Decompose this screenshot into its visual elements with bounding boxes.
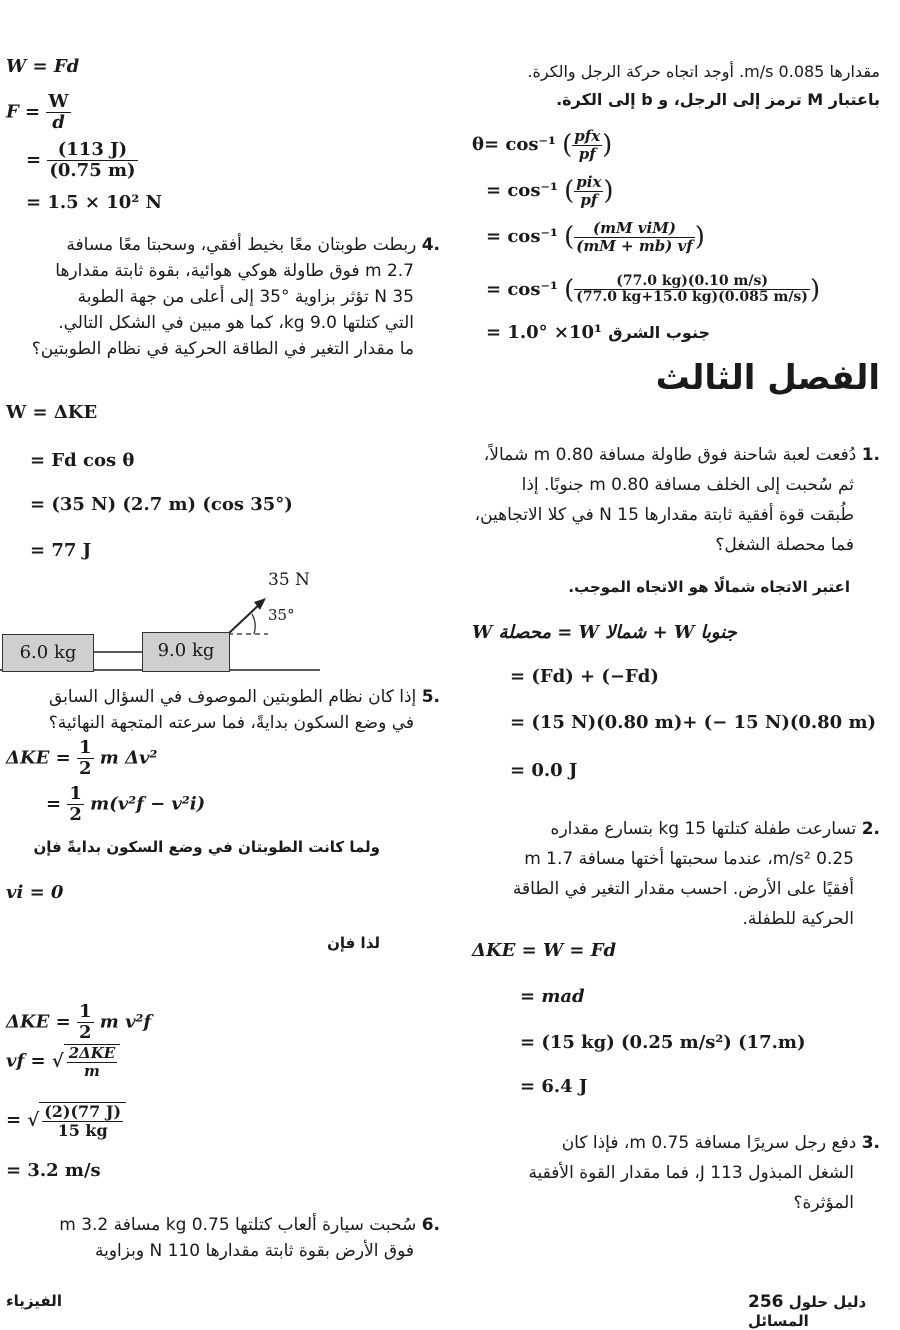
sqrt-den-2: 15 kg <box>42 1121 123 1140</box>
question-1-line: ثم سُحبت إلى الخلف مسافة 0.80 m جنوبًا. إذا <box>521 475 854 495</box>
block-6kg: 6.0 kg <box>2 634 94 672</box>
force-equation <box>6 92 71 133</box>
theta-eq-3: = cos⁻¹ ( $\frac{\text{(mM viM)}}{(mM + mb) vf}$ ) <box>486 219 705 255</box>
question-5-text: إذا كان نظام الطوبتين الموصوف في السؤال السابق <box>49 687 417 707</box>
question-3 <box>470 1128 880 1218</box>
force-result: = 1.5 × 10² N <box>26 192 162 213</box>
question-5 <box>0 684 440 736</box>
question-4-line: التي كتلتها 9.0 kg، كما هو مبين في الشكل التالي. <box>58 313 414 333</box>
q1-eq-4: = 0.0 J <box>510 760 578 781</box>
figure-angle-label: 35° <box>268 606 295 624</box>
q4-eq-2: = Fd cos θ <box>30 450 135 471</box>
footer-subject: الفيزياء <box>6 1292 62 1310</box>
q4-eq-1: W = ΔKE <box>6 402 98 423</box>
t1-den: pf <box>572 145 602 163</box>
question-6-text: سُحبت سيارة ألعاب كتلتها 0.75 kg مسافة 3.2 m <box>59 1215 417 1235</box>
question-5-line: في وضع السكون بدايةً، فما سرعته المتجهة النهائية؟ <box>48 713 414 733</box>
question-1-line <box>470 440 880 470</box>
question-3-line: الشغل المبذول 113 J، فما مقدار القوة الأفقية <box>528 1163 854 1183</box>
force-sub-numerator: (113 J) <box>57 139 128 160</box>
q5-note: ولما كانت الطوبتان في وضع السكون بدايةً فإن <box>33 838 380 856</box>
question-4-text: ربطت طوبتان معًا بخيط أفقي، وسحبتا معًا مسافة <box>66 235 417 255</box>
t1-num: pfx <box>574 127 601 145</box>
sqrt-frac-2 <box>42 1103 123 1139</box>
q1-eq-2: = (Fd) + (−Fd) <box>510 666 659 687</box>
sqrt-den-1: m <box>67 1062 118 1080</box>
q5-therefore: لذا فإن <box>327 934 380 952</box>
theta-frac-2 <box>574 174 603 208</box>
question-6 <box>0 1212 440 1264</box>
question-1-text: دُفعت لعبة شاحنة فوق طاولة مسافة 0.80 m شمالاً، <box>483 445 857 465</box>
q5-vi: vi = 0 <box>6 882 64 903</box>
footer-guide: دليل حلول المسائل <box>748 1293 867 1330</box>
question-4-line: 2.7 m فوق طاولة هوكي هوائية، بقوة ثابتة مقدارها <box>55 261 414 281</box>
question-5-line <box>0 684 440 710</box>
half-fraction <box>77 738 94 779</box>
question-6-number: .6 <box>421 1215 440 1235</box>
right-column <box>470 0 880 1314</box>
q5-eq-3 <box>6 1002 151 1043</box>
force-numerator: W <box>48 91 69 112</box>
q5-result: = 3.2 m/s <box>6 1160 101 1181</box>
sqrt-num-2: (2)(77 J) <box>44 1102 122 1121</box>
sqrt-1: √ $\frac{\text{2ΔKE}}{m}$ <box>52 1044 120 1079</box>
t4-num: (77.0 kg)(0.10 m/s) <box>616 273 768 289</box>
theta-eq-5 <box>486 322 710 343</box>
page-number: 256 <box>748 1292 784 1312</box>
question-4 <box>0 232 440 362</box>
q5-vf <box>6 1044 120 1079</box>
question-2-line: الحركية للطفلة. <box>742 909 854 929</box>
theta-frac-4 <box>574 274 810 306</box>
question-3-line: المؤثرة؟ <box>793 1193 854 1213</box>
q5-eq2-rhs: m(v²f − v²i) <box>90 793 206 815</box>
q5-vf-lhs: vf = <box>6 1050 46 1072</box>
q2-eq-2: = mad <box>520 986 585 1007</box>
q1-note: اعتبر الاتجاه شمالًا هو الاتجاه الموجب. <box>568 578 850 596</box>
question-4-line: 35 N تؤثر بزاوية °35 إلى أعلى من جهة الطوبة <box>77 287 414 307</box>
block-9kg: 9.0 kg <box>142 632 230 672</box>
theta-frac-3 <box>574 220 694 254</box>
half-num: 1 <box>78 1001 92 1022</box>
q1-eq-1: W محصلة = W شمالا + W جنوبا <box>472 622 737 643</box>
question-2-line: أفقيًا على الأرض. احسب مقدار التغير في الطاقة <box>512 879 854 899</box>
q2-eq-1: ΔKE = W = Fd <box>472 940 617 961</box>
half-num: 1 <box>69 783 82 804</box>
half-fraction-3 <box>77 1002 94 1043</box>
force-substitution: = $\frac{(113 J)}{(0.75 m)}$ <box>26 139 136 181</box>
half-den: 2 <box>78 757 92 779</box>
sqrt-frac-1 <box>67 1045 118 1079</box>
question-4-number: .4 <box>421 235 440 255</box>
half-num: 1 <box>78 737 92 758</box>
question-6-line <box>0 1212 440 1238</box>
angle-arc <box>252 614 255 634</box>
q5-eq3-rhs: m v²f <box>99 1011 152 1033</box>
question-1-line: طُبقت قوة أفقية ثابتة مقدارها 15 N في كلا الاتجاهين، <box>474 505 854 525</box>
half-den: 2 <box>78 1021 92 1043</box>
question-2-line <box>470 814 880 844</box>
theta-direction: جنوب الشرق <box>608 323 711 342</box>
q2-eq-3: = (15 kg) (0.25 m/s²) (17.m) <box>520 1032 806 1053</box>
force-fraction <box>46 92 70 133</box>
q5-eq1-lhs: ΔKE = <box>6 747 71 769</box>
force-denominator: d <box>46 112 70 133</box>
q5-eq-2: = $\frac{1}{2}$ m(v²f − v²i) <box>46 783 206 825</box>
theta-result: = 1.0° ×10¹ <box>486 322 602 343</box>
q5-eq1-rhs: m Δv² <box>99 747 158 769</box>
question-4-line: ما مقدار التغير في الطاقة الحركية في نظام الطوبتين؟ <box>31 339 414 359</box>
q5-vf-sub: = √ $\frac{(2)(77 J)}{15 kg}$ <box>6 1102 126 1139</box>
footer-page <box>748 1292 900 1330</box>
q4-eq-3: = (35 N) (2.7 m) (cos 35°) <box>30 494 293 515</box>
t2-num: pix <box>576 173 602 191</box>
question-1 <box>470 440 880 560</box>
intro-line: باعتبار M ترمز إلى الرجل، و b إلى الكرة. <box>556 90 880 109</box>
theta-lhs: θ= cos⁻¹ <box>472 134 556 155</box>
question-3-line <box>470 1128 880 1158</box>
force-lhs: F = <box>6 101 41 123</box>
intro-text <box>470 58 880 114</box>
half-den: 2 <box>69 803 82 825</box>
work-equation: W = Fd <box>6 56 80 77</box>
sqrt-2: √ $\frac{(2)(77 J)}{15 kg}$ <box>27 1102 126 1139</box>
question-6-line: فوق الأرض بقوة ثابتة مقدارها 110 N وبزاوية <box>94 1241 414 1261</box>
theta-eq-2: = cos⁻¹ ( $\frac{\text{pix}}{pf}$ ) <box>486 173 614 209</box>
q5-eq3-lhs: ΔKE = <box>6 1011 71 1033</box>
half-fraction-2 <box>67 784 84 825</box>
intro-line: مقدارها m/s 0.085. أوجد اتجاه حركة الرجل والكرة. <box>527 62 880 81</box>
left-column <box>0 0 440 1314</box>
sqrt-num-1: 2ΔKE <box>68 1044 116 1062</box>
figure-force-label: 35 N <box>268 570 310 590</box>
t3-num: (mM viM) <box>593 219 676 237</box>
chapter-title: الفصل الثالث <box>655 358 880 398</box>
question-5-number: .5 <box>421 687 440 707</box>
question-2-line: 0.25 m/s²، عندما سحبتها أختها مسافة 1.7 m <box>524 849 854 869</box>
question-2-text: تسارعت طفلة كتلتها 15 kg بتسارع مقداره <box>550 819 857 839</box>
force-arrow <box>228 602 262 634</box>
t4-den: (77.0 kg+15.0 kg)(0.085 m/s) <box>576 289 808 306</box>
force-sub-fraction <box>47 140 137 181</box>
question-1-number: .1 <box>861 445 880 465</box>
question-4-line <box>0 232 440 258</box>
question-3-text: دفع رجل سريرًا مسافة 0.75 m، فإذا كان <box>561 1133 857 1153</box>
question-1-line: فما محصلة الشغل؟ <box>715 535 854 555</box>
t2-den: pf <box>574 191 603 209</box>
q5-eq-1 <box>6 738 157 779</box>
q1-eq-3: = (15 N)(0.80 m)+ (− 15 N)(0.80 m) <box>510 712 877 733</box>
q4-eq-4: = 77 J <box>30 540 92 561</box>
theta-eq-4: = cos⁻¹ ( $\frac{(77.0 kg)(0.10 m/s)}{(77.0 kg+15.0 kg)(0.085 m/s)}$ ) <box>486 273 821 306</box>
theta-eq-1: θ= cos⁻¹ ( $\frac{\text{pfx}}{pf}$ ) <box>472 127 613 163</box>
question-2 <box>470 814 880 934</box>
question-3-number: .3 <box>861 1133 880 1153</box>
question-2-number: .2 <box>861 819 880 839</box>
q2-eq-4: = 6.4 J <box>520 1076 588 1097</box>
t3-den: (mM + mb) vf <box>576 236 693 255</box>
theta-frac-1 <box>572 128 602 162</box>
force-sub-denominator: (0.75 m) <box>49 159 136 181</box>
